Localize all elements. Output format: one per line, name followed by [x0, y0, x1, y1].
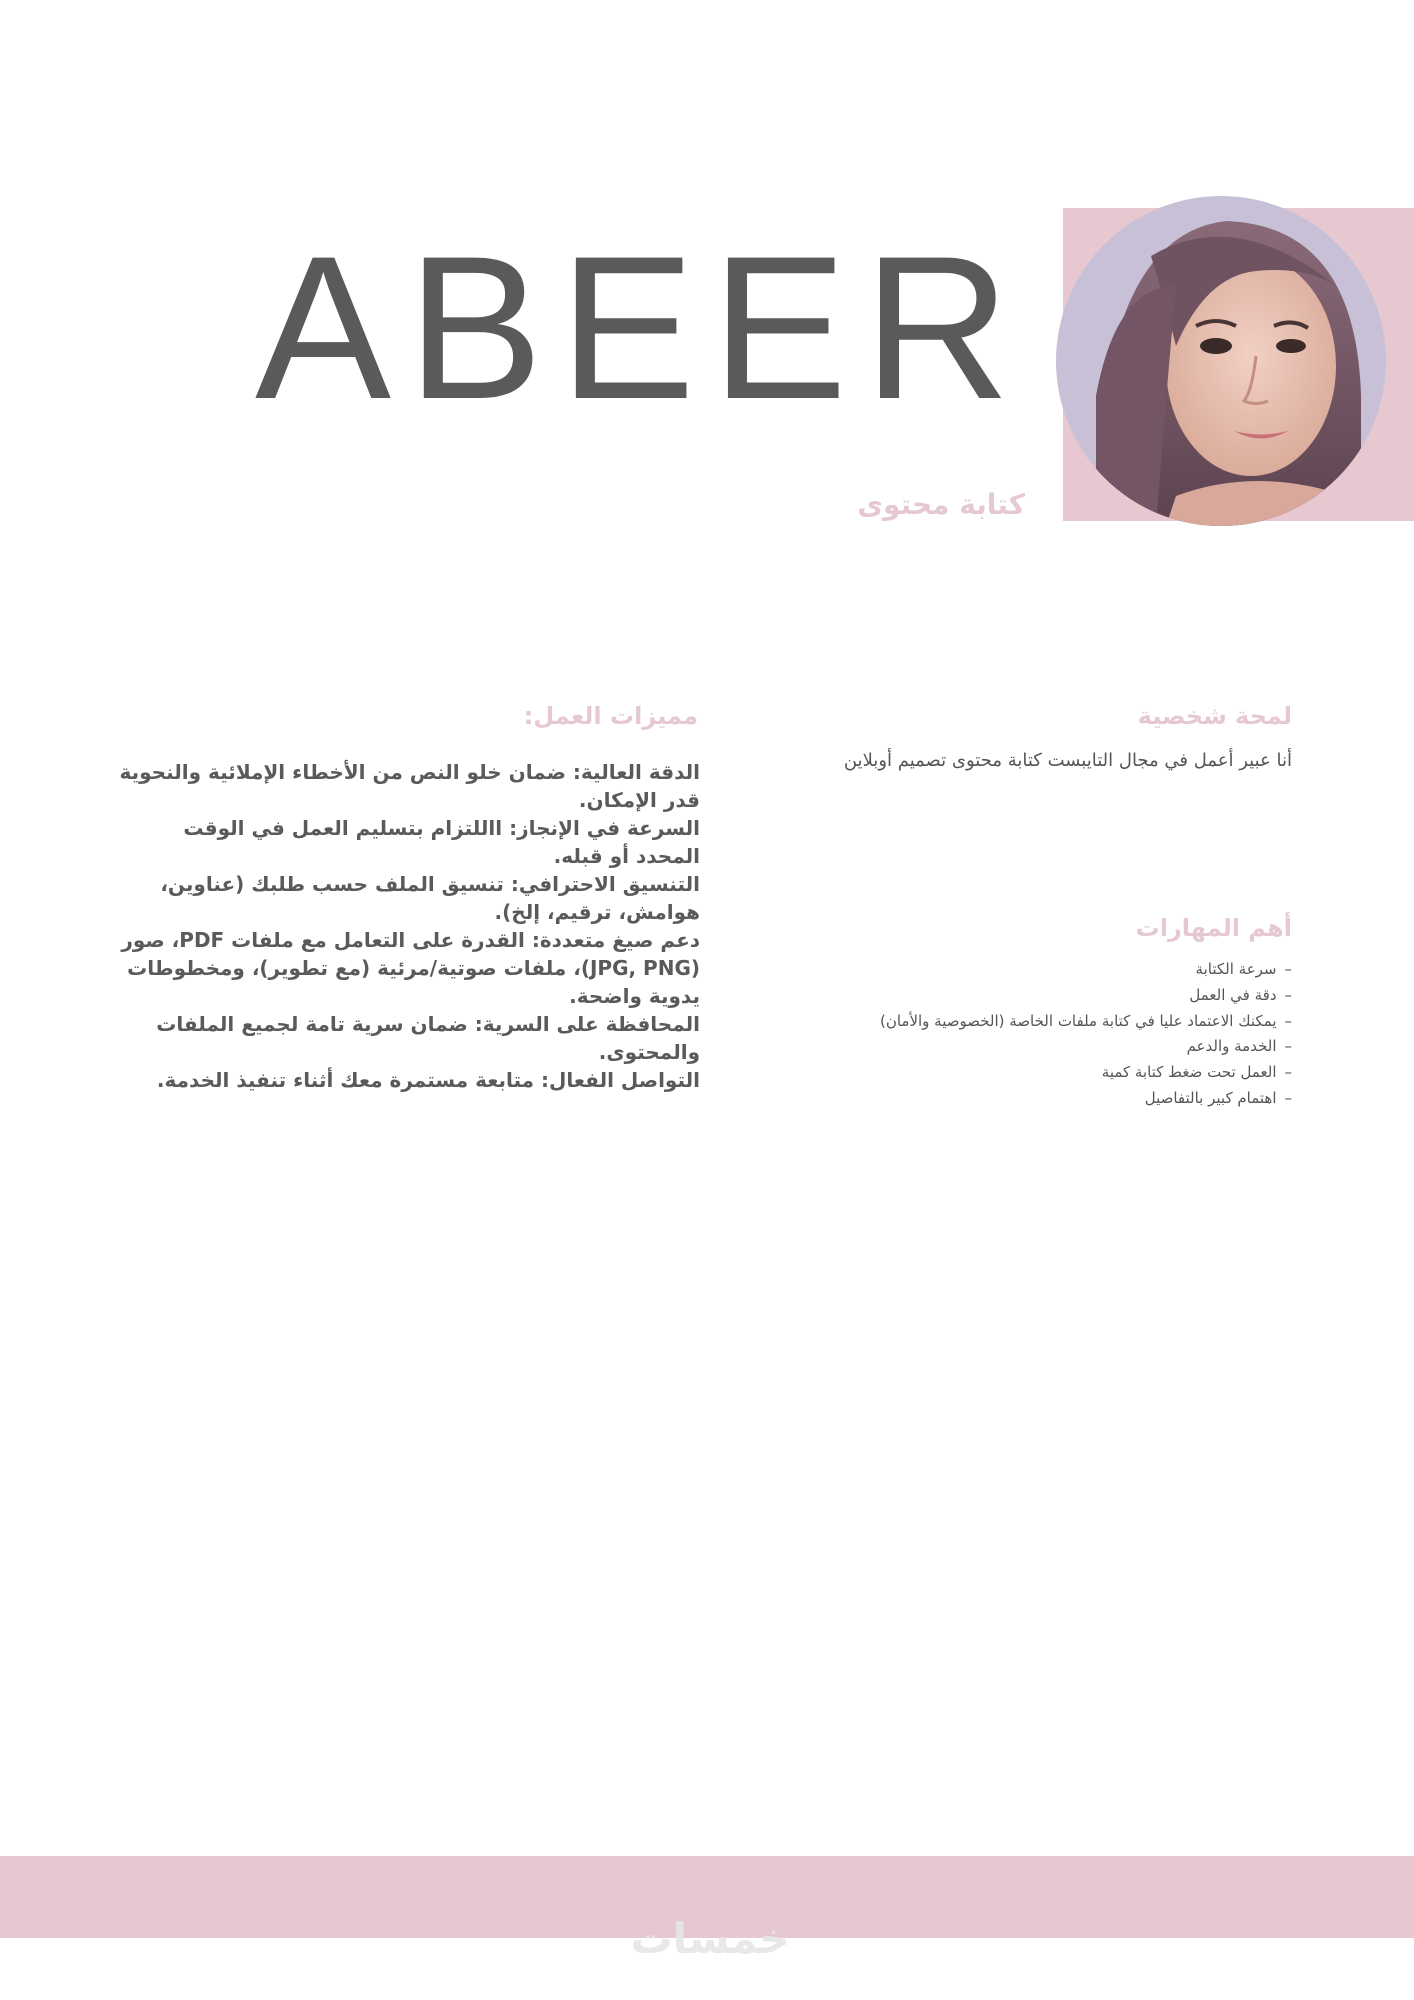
bullet-dash-icon: –	[1284, 1088, 1292, 1107]
feature-item: المحافظة على السرية: ضمان سرية تامة لجميع الملفات والمحتوى.	[156, 1012, 700, 1064]
skill-label: دقة في العمل	[1189, 985, 1277, 1004]
skill-item	[770, 957, 1292, 983]
feature-item: السرعة في الإنجاز: االلتزام بتسليم العمل في الوقت المحدد أو قبله.	[183, 816, 700, 868]
role-subtitle: كتابة محتوى	[857, 488, 1025, 521]
skill-item	[770, 1009, 1292, 1035]
features-title: مميزات العمل:	[523, 702, 698, 730]
feature-item: دعم صيغ متعددة: القدرة على التعامل مع ملفات PDF، صور (JPG, PNG)، ملفات صوتية/مرئية (مع تطوير)، ومخطوطات يدوية واضحة.	[121, 928, 700, 1008]
feature-item: التواصل الفعال: متابعة مستمرة معك أثناء تنفيذ الخدمة.	[156, 1068, 700, 1092]
about-title: لمحة شخصية	[1137, 702, 1292, 730]
bullet-dash-icon: –	[1284, 1037, 1292, 1056]
watermark-logo: خمسات	[630, 1914, 790, 1963]
bullet-dash-icon: –	[1284, 1063, 1292, 1082]
skills-list	[770, 957, 1292, 1112]
about-text: أنا عبير أعمل في مجال التايبست كتابة محتوى تصميم أوبلاين	[843, 750, 1292, 771]
skill-label: يمكنك الاعتماد عليا في كتابة ملفات الخاصة (الخصوصية والأمان)	[879, 1011, 1277, 1030]
skill-label: سرعة الكتابة	[1195, 960, 1277, 978]
skill-item	[770, 1086, 1292, 1112]
feature-item: التنسيق الاحترافي: تنسيق الملف حسب طلبك (عناوين، هوامش، ترقيم، إلخ).	[160, 872, 700, 924]
skill-label: اهتمام كبير بالتفاصيل	[1144, 1088, 1277, 1107]
skill-item	[770, 983, 1292, 1009]
feature-item: الدقة العالية: ضمان خلو النص من الأخطاء الإملائية والنحوية قدر الإمكان.	[119, 760, 700, 812]
skills-title: أهم المهارات	[1135, 914, 1292, 942]
skill-label: الخدمة والدعم	[1186, 1037, 1277, 1056]
skill-label: العمل تحت ضغط كتابة كمية	[1101, 1063, 1277, 1082]
bullet-dash-icon: –	[1284, 1011, 1292, 1030]
name-heading: ABEER	[255, 214, 1027, 442]
bullet-dash-icon: –	[1284, 960, 1292, 978]
profile-photo	[1056, 196, 1386, 526]
skill-item	[770, 1060, 1292, 1086]
features-list	[118, 758, 700, 1094]
skill-item	[770, 1034, 1292, 1060]
bullet-dash-icon: –	[1284, 985, 1292, 1004]
